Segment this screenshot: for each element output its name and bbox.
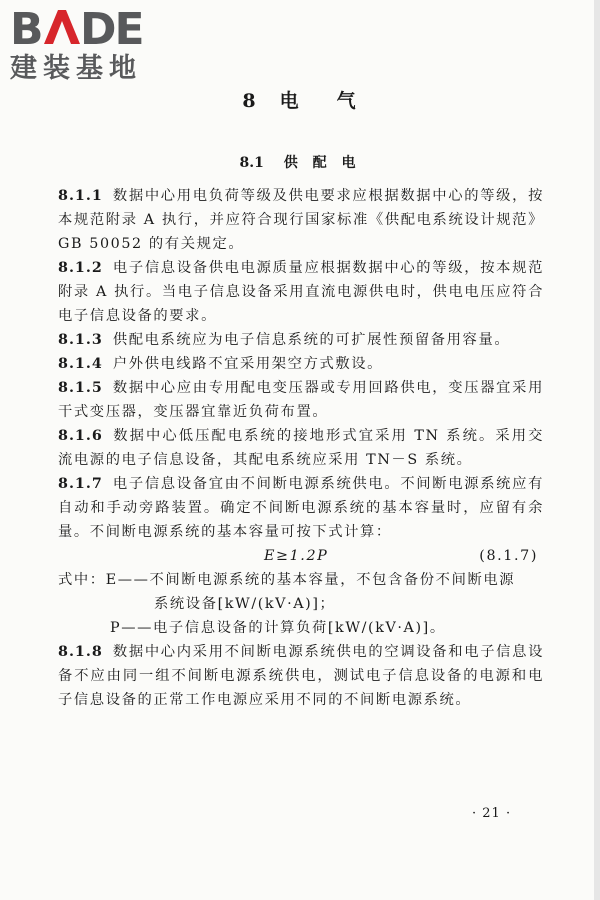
logo-wordmark [10,4,185,50]
clause-text: 电子信息设备供电电源质量应根据数据中心的等级，按本规范附录 A 执行。当电子信息设备采用直流电源供电时，供电电压应符合电子信息设备的要求。 [58,260,544,324]
page-edge-shadow [594,0,600,900]
clause-8-1-2 [58,256,544,328]
chapter-title [0,86,600,113]
formula [58,544,544,568]
chapter-title-part-b: 气 [336,90,358,112]
clause-8-1-4 [58,352,544,376]
clause-8-1-5 [58,376,544,424]
clause-number: 8.1.7 [58,476,103,492]
clause-number: 8.1.1 [58,188,103,204]
clause-text: 电子信息设备宜由不间断电源系统供电。不间断电源系统应有自动和手动旁路装置。确定不间断电源系统的基本容量时，应留有余量。不间断电源系统的基本容量可按下式计算： [58,476,544,540]
clause-number: 8.1.2 [58,260,103,276]
logo-chinese-text: 建装基地 [10,53,142,84]
clause-number: 8.1.6 [58,428,103,444]
bade-wordmark-icon [10,4,180,50]
document-body [58,184,544,712]
where-lead: 式中： [58,572,106,588]
clause-number: 8.1.4 [58,356,103,372]
where-clause [58,568,544,592]
clause-text: 数据中心应由专用配电变压器或专用回路供电，变压器宜采用干式变压器，变压器宜靠近负荷布置。 [58,380,544,420]
chapter-number: 8 [242,90,258,112]
formula-number: (8.1.7) [479,548,538,564]
section-title-char: 配 [312,155,327,171]
section-title [0,152,600,172]
section-title-char: 供 [283,155,298,171]
svg-text:DE: DE [80,4,143,50]
clause-text: 数据中心内采用不间断电源系统供电的空调设备和电子信息设备不应由同一组不间断电源系统供电，测试电子信息设备的电源和电子信息设备的正常工作电源应采用不同的不间断电源系统。 [58,644,544,708]
svg-text:B: B [10,4,42,50]
clause-number: 8.1.8 [58,644,103,660]
clause-8-1-8 [58,640,544,712]
formula-expression: E≥1.2P [264,548,329,564]
e-definition: E——不间断电源系统的基本容量，不包含备份不间断电源 [105,572,516,588]
clause-8-1-3 [58,328,544,352]
section-number: 8.1 [239,155,264,171]
e-definition-continued: 系统设备[kW/(kV·A)]； [154,596,336,612]
bade-logo [10,4,185,86]
clause-8-1-6 [58,424,544,472]
clause-8-1-1 [58,184,544,256]
clause-text: 户外供电线路不宜采用架空方式敷设。 [112,356,384,372]
clause-text: 供配电系统应为电子信息系统的可扩展性预留备用容量。 [112,332,511,348]
chapter-title-part-a: 电 [279,90,301,112]
p-definition: P——电子信息设备的计算负荷[kW/(kV·A)]。 [110,620,446,636]
page-number: · 21 · [472,806,512,821]
section-title-char: 电 [341,155,356,171]
clause-8-1-7 [58,472,544,544]
clause-text: 数据中心低压配电系统的接地形式宜采用 TN 系统。采用交流电源的电子信息设备，其配电系统应采用 TN－S 系统。 [58,428,544,468]
clause-number: 8.1.3 [58,332,103,348]
clause-number: 8.1.5 [58,380,103,396]
clause-text: 数据中心用电负荷等级及供电要求应根据数据中心的等级，按本规范附录 A 执行，并应符合现行国家标准《供配电系统设计规范》GB 50052 的有关规定。 [58,188,544,252]
